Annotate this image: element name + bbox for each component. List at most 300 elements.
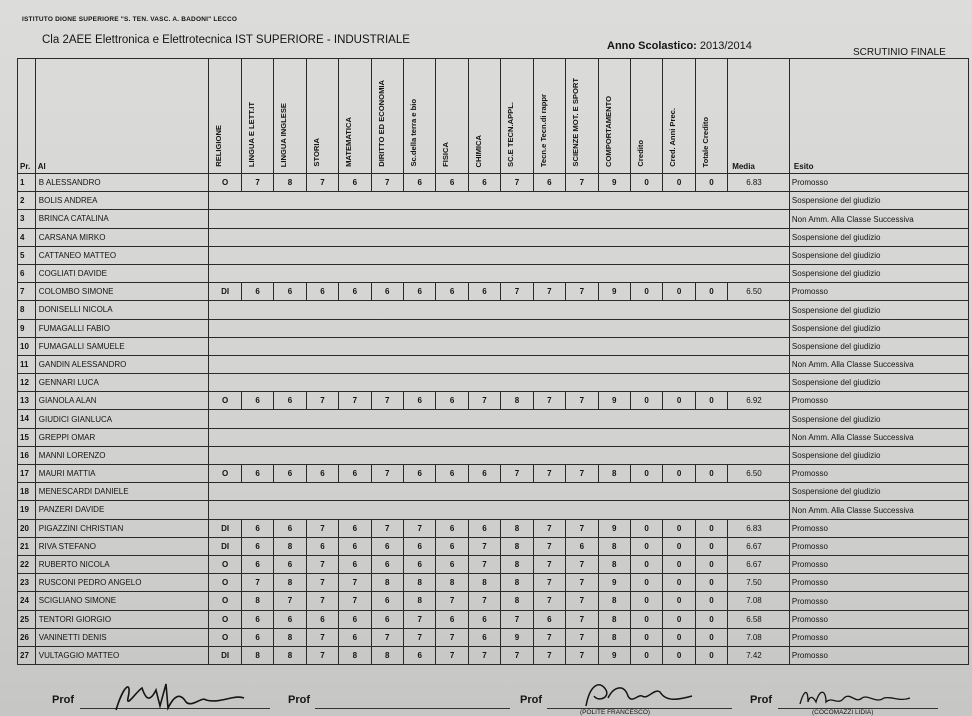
grade-cell: 6 — [468, 283, 500, 301]
grade-cell: 6 — [241, 610, 273, 628]
table-row — [18, 228, 969, 246]
grade-cell: 6 — [403, 537, 435, 555]
grade-cell: 7 — [468, 592, 500, 610]
grade-cell: 8 — [371, 646, 403, 664]
grade-cell: O — [209, 574, 241, 592]
table-row — [18, 465, 969, 483]
grade-cell: 0 — [630, 555, 662, 573]
grade-cell: 9 — [598, 174, 630, 192]
grade-cell: 6 — [468, 519, 500, 537]
esito-value: Sospensione del giudizio — [789, 228, 968, 246]
row-number: 12 — [18, 374, 36, 392]
grade-cell: 7 — [501, 283, 533, 301]
grade-cell: 7 — [371, 465, 403, 483]
row-number: 9 — [18, 319, 36, 337]
student-name: MENESCARDI DANIELE — [35, 483, 209, 501]
grade-cell: 6 — [371, 592, 403, 610]
grade-cell: 6 — [274, 610, 306, 628]
grade-cell: 0 — [663, 574, 695, 592]
empty-grades — [209, 446, 789, 464]
grade-cell: DI — [209, 646, 241, 664]
grade-cell: 8 — [274, 628, 306, 646]
empty-grades — [209, 246, 789, 264]
table-row — [18, 628, 969, 646]
media-value: 6.50 — [728, 465, 790, 483]
col-header-subject: SC.E TECN.APPL. — [501, 59, 533, 174]
grade-cell: 0 — [630, 646, 662, 664]
grade-cell: 8 — [274, 574, 306, 592]
esito-value: Promosso — [789, 465, 968, 483]
table-row — [18, 519, 969, 537]
row-number: 20 — [18, 519, 36, 537]
grade-cell: 6 — [371, 283, 403, 301]
esito-value: Sospensione del giudizio — [789, 192, 968, 210]
signature-line — [315, 708, 510, 709]
esito-value: Sospensione del giudizio — [789, 410, 968, 428]
grade-cell: 0 — [630, 465, 662, 483]
student-name: MANNI LORENZO — [35, 446, 209, 464]
grade-cell: 6 — [403, 174, 435, 192]
grade-cell: 6 — [403, 283, 435, 301]
grade-cell: 6 — [371, 610, 403, 628]
empty-grades — [209, 264, 789, 282]
grade-cell: O — [209, 174, 241, 192]
table-row — [18, 174, 969, 192]
student-name: B ALESSANDRO — [35, 174, 209, 192]
student-name: TENTORI GIORGIO — [35, 610, 209, 628]
empty-grades — [209, 374, 789, 392]
grade-cell: 7 — [566, 392, 598, 410]
empty-grades — [209, 483, 789, 501]
col-header-media: Media — [728, 59, 790, 174]
grade-cell: 0 — [695, 465, 727, 483]
row-number: 13 — [18, 392, 36, 410]
grade-cell: 0 — [663, 555, 695, 573]
media-value: 6.83 — [728, 519, 790, 537]
grade-cell: 7 — [436, 628, 468, 646]
esito-value: Promosso — [789, 555, 968, 573]
grade-cell: O — [209, 592, 241, 610]
grade-cell: 0 — [695, 574, 727, 592]
grade-cell: 6 — [274, 555, 306, 573]
grade-cell: 6 — [241, 537, 273, 555]
grade-cell: 6 — [339, 610, 371, 628]
grade-cell: 8 — [403, 592, 435, 610]
esito-value: Promosso — [789, 537, 968, 555]
student-name: DONISELLI NICOLA — [35, 301, 209, 319]
grade-cell: 8 — [598, 465, 630, 483]
table-row — [18, 646, 969, 664]
table-row — [18, 337, 969, 355]
grade-cell: 6 — [468, 465, 500, 483]
empty-grades — [209, 319, 789, 337]
grade-cell: 7 — [306, 555, 338, 573]
col-header-subject: FISICA — [436, 59, 468, 174]
grade-cell: 7 — [501, 174, 533, 192]
empty-grades — [209, 410, 789, 428]
grade-cell: 8 — [241, 592, 273, 610]
media-value: 6.83 — [728, 174, 790, 192]
table-row — [18, 283, 969, 301]
student-name: MAURI MATTIA — [35, 465, 209, 483]
row-number: 11 — [18, 355, 36, 373]
class-header: Cla 2AEE Elettronica e Elettrotecnica IST SUPERIORE - INDUSTRIALE — [42, 34, 410, 46]
table-row — [18, 610, 969, 628]
grade-cell: 6 — [339, 519, 371, 537]
grade-cell: 6 — [436, 537, 468, 555]
grade-cell: 7 — [566, 646, 598, 664]
empty-grades — [209, 228, 789, 246]
col-header-pr: Pr. — [18, 59, 36, 174]
student-name: FUMAGALLI FABIO — [35, 319, 209, 337]
media-value: 7.42 — [728, 646, 790, 664]
grade-cell: 6 — [468, 174, 500, 192]
grade-cell: DI — [209, 537, 241, 555]
grade-cell: 8 — [598, 610, 630, 628]
grade-cell: 0 — [695, 519, 727, 537]
grade-cell: O — [209, 628, 241, 646]
grade-cell: 0 — [663, 610, 695, 628]
grade-cell: 8 — [501, 574, 533, 592]
prof-label: Prof — [750, 694, 772, 706]
grade-cell: 6 — [533, 174, 565, 192]
grade-cell: 0 — [630, 628, 662, 646]
grade-cell: 8 — [241, 646, 273, 664]
document-title: SCRUTINIO FINALE — [853, 47, 946, 58]
row-number: 10 — [18, 337, 36, 355]
grade-cell: 0 — [663, 646, 695, 664]
grade-cell: 0 — [695, 646, 727, 664]
col-header-subject: COMPORTAMENTO — [598, 59, 630, 174]
grade-cell: O — [209, 610, 241, 628]
grade-cell: 0 — [695, 537, 727, 555]
grade-cell: 0 — [663, 628, 695, 646]
table-row — [18, 574, 969, 592]
institute-header: ISTITUTO DIONE SUPERIORE "S. TEN. VASC. A. BADONI" LECCO — [22, 16, 238, 23]
grade-cell: 0 — [630, 592, 662, 610]
esito-value: Sospensione del giudizio — [789, 446, 968, 464]
table-row — [18, 446, 969, 464]
row-number: 2 — [18, 192, 36, 210]
signature-caption: (COCOMAZZI LIDIA) — [812, 709, 874, 716]
grade-cell: 0 — [695, 392, 727, 410]
signature-3 — [796, 684, 916, 710]
grade-cell: 6 — [436, 283, 468, 301]
grade-cell: 6 — [468, 628, 500, 646]
student-name: FUMAGALLI SAMUELE — [35, 337, 209, 355]
grade-cell: 6 — [339, 465, 371, 483]
grade-cell: 7 — [566, 610, 598, 628]
grade-cell: 7 — [533, 519, 565, 537]
col-header-subject: MATEMATICA — [339, 59, 371, 174]
grade-cell: 7 — [533, 646, 565, 664]
row-number: 6 — [18, 264, 36, 282]
student-name: GANDIN ALESSANDRO — [35, 355, 209, 373]
grade-cell: 7 — [501, 610, 533, 628]
empty-grades — [209, 501, 789, 519]
table-row — [18, 410, 969, 428]
grade-cell: 7 — [306, 392, 338, 410]
grade-cell: 0 — [663, 465, 695, 483]
grade-cell: 0 — [663, 519, 695, 537]
grade-cell: 7 — [403, 519, 435, 537]
row-number: 19 — [18, 501, 36, 519]
grade-cell: 7 — [468, 392, 500, 410]
grade-cell: 7 — [306, 574, 338, 592]
grade-cell: 7 — [501, 646, 533, 664]
grade-cell: 7 — [371, 392, 403, 410]
grade-cell: 7 — [403, 610, 435, 628]
table-row — [18, 392, 969, 410]
grade-cell: 6 — [306, 610, 338, 628]
esito-value: Sospensione del giudizio — [789, 301, 968, 319]
grade-cell: 8 — [501, 519, 533, 537]
table-row — [18, 192, 969, 210]
table-row — [18, 374, 969, 392]
row-number: 21 — [18, 537, 36, 555]
grade-cell: 0 — [695, 174, 727, 192]
grade-cell: 7 — [306, 174, 338, 192]
prof-label: Prof — [520, 694, 542, 706]
grade-cell: 6 — [306, 537, 338, 555]
media-value: 6.58 — [728, 610, 790, 628]
grade-cell: 7 — [274, 592, 306, 610]
grade-cell: 0 — [630, 174, 662, 192]
grade-cell: 6 — [339, 555, 371, 573]
student-name: BRINCA CATALINA — [35, 210, 209, 228]
grade-cell: 6 — [241, 283, 273, 301]
student-name: CARSANA MIRKO — [35, 228, 209, 246]
prof-label: Prof — [52, 694, 74, 706]
grade-cell: 0 — [630, 537, 662, 555]
grade-cell: 7 — [436, 592, 468, 610]
grade-cell: DI — [209, 283, 241, 301]
table-row — [18, 210, 969, 228]
grade-cell: 6 — [436, 174, 468, 192]
grade-cell: 7 — [566, 592, 598, 610]
student-name: SCIGLIANO SIMONE — [35, 592, 209, 610]
table-row — [18, 483, 969, 501]
prof-label: Prof — [288, 694, 310, 706]
student-name: COLOMBO SIMONE — [35, 283, 209, 301]
table-row — [18, 246, 969, 264]
grade-cell: 7 — [566, 174, 598, 192]
grade-cell: DI — [209, 519, 241, 537]
grade-cell: 6 — [241, 465, 273, 483]
grade-cell: 6 — [339, 174, 371, 192]
grade-cell: 8 — [274, 646, 306, 664]
grade-cell: 8 — [598, 537, 630, 555]
student-name: CATTANEO MATTEO — [35, 246, 209, 264]
grade-cell: 6 — [274, 392, 306, 410]
grade-cell: 9 — [598, 283, 630, 301]
grade-cell: 8 — [339, 646, 371, 664]
row-number: 25 — [18, 610, 36, 628]
esito-value: Non Amm. Alla Classe Successiva — [789, 355, 968, 373]
grade-cell: 7 — [533, 592, 565, 610]
grade-cell: 6 — [339, 283, 371, 301]
col-header-subject: Cred. Anni Prec. — [663, 59, 695, 174]
grade-cell: 6 — [339, 628, 371, 646]
grade-cell: 6 — [566, 537, 598, 555]
table-row — [18, 319, 969, 337]
grade-cell: 6 — [274, 465, 306, 483]
grade-cell: 6 — [436, 519, 468, 537]
table-row — [18, 264, 969, 282]
col-header-subject: DIRITTO ED ECONOMIA — [371, 59, 403, 174]
grade-cell: 7 — [533, 392, 565, 410]
student-name: BOLIS ANDREA — [35, 192, 209, 210]
esito-value: Promosso — [789, 519, 968, 537]
grade-cell: O — [209, 555, 241, 573]
grade-cell: 8 — [598, 555, 630, 573]
grade-cell: 7 — [468, 537, 500, 555]
grade-cell: 6 — [241, 628, 273, 646]
grade-cell: 0 — [630, 392, 662, 410]
esito-value: Promosso — [789, 174, 968, 192]
table-row — [18, 537, 969, 555]
grade-cell: 0 — [630, 283, 662, 301]
grade-cell: 7 — [306, 628, 338, 646]
esito-value: Sospensione del giudizio — [789, 319, 968, 337]
grade-cell: 7 — [533, 283, 565, 301]
student-name: COGLIATI DAVIDE — [35, 264, 209, 282]
row-number: 24 — [18, 592, 36, 610]
student-name: GIANOLA ALAN — [35, 392, 209, 410]
grade-cell: 8 — [501, 592, 533, 610]
student-name: RUBERTO NICOLA — [35, 555, 209, 573]
grade-cell: 7 — [241, 574, 273, 592]
grade-cell: 6 — [371, 537, 403, 555]
grade-cell: 7 — [339, 574, 371, 592]
empty-grades — [209, 355, 789, 373]
media-value: 7.08 — [728, 592, 790, 610]
grade-cell: 7 — [306, 646, 338, 664]
grade-cell: 7 — [241, 174, 273, 192]
esito-value: Non Amm. Alla Classe Successiva — [789, 210, 968, 228]
col-header-subject: Credito — [630, 59, 662, 174]
grade-cell: 7 — [533, 555, 565, 573]
col-header-subject: LINGUA INGLESE — [274, 59, 306, 174]
col-header-subject: CHIMICA — [468, 59, 500, 174]
esito-value: Promosso — [789, 574, 968, 592]
grade-cell: 7 — [566, 283, 598, 301]
grade-cell: 7 — [339, 592, 371, 610]
empty-grades — [209, 192, 789, 210]
media-value: 6.92 — [728, 392, 790, 410]
col-header-subject: LINGUA E LETT.IT — [241, 59, 273, 174]
col-header-subject: STORIA — [306, 59, 338, 174]
grade-cell: 7 — [533, 574, 565, 592]
grade-cell: 7 — [339, 392, 371, 410]
grade-cell: 0 — [630, 519, 662, 537]
col-header-subject: Tecn.e Tecn.di rappr — [533, 59, 565, 174]
grade-cell: 9 — [598, 519, 630, 537]
row-number: 22 — [18, 555, 36, 573]
grade-cell: 7 — [403, 628, 435, 646]
grade-cell: 6 — [436, 465, 468, 483]
esito-value: Sospensione del giudizio — [789, 246, 968, 264]
media-value: 6.67 — [728, 537, 790, 555]
row-number: 14 — [18, 410, 36, 428]
col-header-subject: Sc.della terra e bio — [403, 59, 435, 174]
grade-cell: 9 — [598, 574, 630, 592]
signature-caption: (POLITE FRANCESCO) — [580, 709, 651, 716]
grade-cell: 8 — [598, 592, 630, 610]
media-value: 6.67 — [728, 555, 790, 573]
grade-cell: 8 — [274, 537, 306, 555]
grade-cell: 7 — [566, 465, 598, 483]
table-row — [18, 501, 969, 519]
esito-value: Promosso — [789, 592, 968, 610]
grade-cell: 8 — [598, 628, 630, 646]
grade-cell: 6 — [533, 610, 565, 628]
grade-cell: 0 — [695, 592, 727, 610]
student-name: RIVA STEFANO — [35, 537, 209, 555]
student-name: GIUDICI GIANLUCA — [35, 410, 209, 428]
grade-cell: 7 — [566, 555, 598, 573]
grade-cell: 0 — [663, 537, 695, 555]
row-number: 17 — [18, 465, 36, 483]
table-row — [18, 428, 969, 446]
grade-cell: 0 — [663, 174, 695, 192]
grade-cell: 8 — [468, 574, 500, 592]
col-header-subject: SCIENZE MOT. E SPORT — [566, 59, 598, 174]
esito-value: Sospensione del giudizio — [789, 374, 968, 392]
student-name: RUSCONI PEDRO ANGELO — [35, 574, 209, 592]
grade-cell: 6 — [436, 392, 468, 410]
student-name: GENNARI LUCA — [35, 374, 209, 392]
esito-value: Promosso — [789, 392, 968, 410]
grade-cell: O — [209, 392, 241, 410]
esito-value: Sospensione del giudizio — [789, 337, 968, 355]
grade-cell: 7 — [533, 628, 565, 646]
grade-cell: 0 — [630, 574, 662, 592]
row-number: 8 — [18, 301, 36, 319]
grade-cell: 8 — [371, 574, 403, 592]
grade-cell: 7 — [533, 465, 565, 483]
empty-grades — [209, 428, 789, 446]
grade-cell: 6 — [436, 610, 468, 628]
row-number: 16 — [18, 446, 36, 464]
grade-cell: 6 — [274, 283, 306, 301]
grade-cell: 6 — [403, 555, 435, 573]
col-header-subject: RELIGIONE — [209, 59, 241, 174]
row-number: 7 — [18, 283, 36, 301]
col-header-student: Al — [35, 59, 209, 174]
grade-cell: 0 — [695, 610, 727, 628]
esito-value: Non Amm. Alla Classe Successiva — [789, 428, 968, 446]
grade-cell: 0 — [695, 555, 727, 573]
grade-cell: 6 — [468, 610, 500, 628]
grade-cell: 7 — [533, 537, 565, 555]
grades-table — [17, 58, 969, 665]
student-name: PANZERI DAVIDE — [35, 501, 209, 519]
grade-cell: 6 — [241, 392, 273, 410]
grade-cell: 6 — [241, 555, 273, 573]
empty-grades — [209, 337, 789, 355]
grade-cell: 7 — [468, 646, 500, 664]
grade-cell: 6 — [274, 519, 306, 537]
grade-cell: 9 — [598, 392, 630, 410]
grade-cell: 7 — [371, 519, 403, 537]
grade-cell: 7 — [566, 628, 598, 646]
grade-cell: 7 — [468, 555, 500, 573]
grade-cell: 6 — [436, 555, 468, 573]
grade-cell: 0 — [695, 283, 727, 301]
row-number: 4 — [18, 228, 36, 246]
grade-cell: 7 — [371, 628, 403, 646]
